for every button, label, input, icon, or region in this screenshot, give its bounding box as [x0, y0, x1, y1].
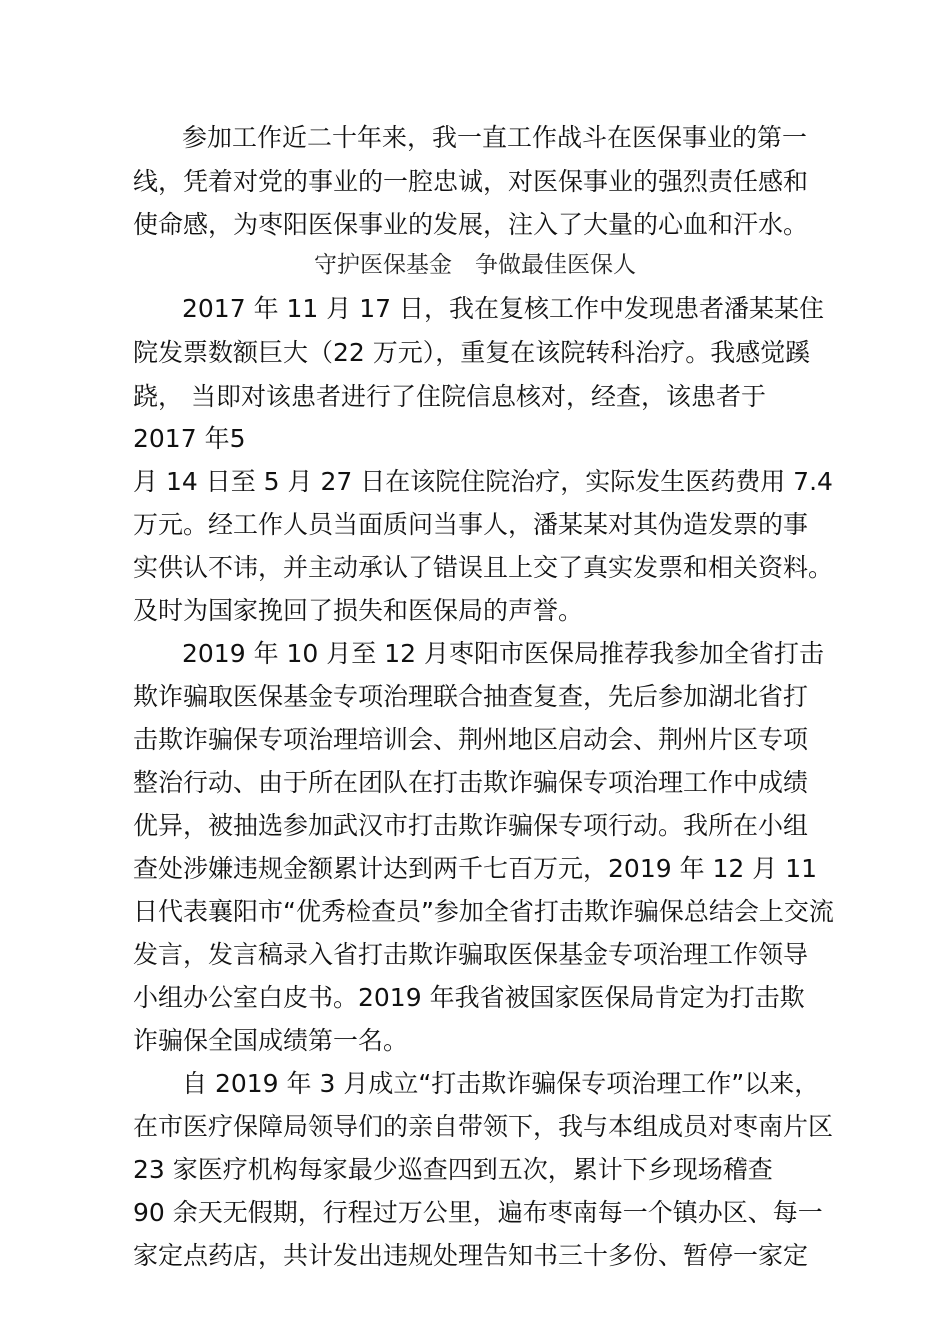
section-subtitle: 守护医保基金 争做最佳医保人 [314, 252, 636, 278]
paragraph-line: 及时为国家挽回了损失和医保局的声誉。 [133, 596, 584, 625]
paragraph-line: 自 2019 年 3 月成立“打击欺诈骗保专项治理工作”以来， [182, 1069, 820, 1098]
paragraph-line: 击欺诈骗保专项治理培训会、荆州地区启动会、荆州片区专项 [133, 725, 809, 754]
paragraph-line: 线，凭着对党的事业的一腔忠诚，对医保事业的强烈责任感和 [133, 167, 809, 196]
paragraph-line: 小组办公室白皮书。2019 年我省被国家医保局肯定为打击欺 [133, 983, 805, 1012]
paragraph-line: 在市医疗保障局领导们的亲自带领下，我与本组成员对枣南片区 [133, 1112, 834, 1141]
paragraph-line: 诈骗保全国成绩第一名。 [133, 1026, 409, 1055]
paragraph-line: 使命感，为枣阳医保事业的发展，注入了大量的心血和汗水。 [133, 210, 809, 239]
paragraph-line: 90 余天无假期，行程过万公里，遍布枣南每一个镇办区、每一 [133, 1198, 823, 1227]
paragraph-line: 院发票数额巨大（22 万元），重复在该院转科治疗。我感觉蹊 [133, 338, 811, 367]
paragraph-line: 整治行动、由于所在团队在打击欺诈骗保专项治理工作中成绩 [133, 768, 809, 797]
paragraph-line: 跷， 当即对该患者进行了住院信息核对，经查，该患者于 [133, 382, 766, 411]
paragraph-line: 查处涉嫌违规金额累计达到两千七百万元，2019 年 12 月 11 [133, 854, 818, 883]
paragraph-line: 欺诈骗取医保基金专项治理联合抽查复查，先后参加湖北省打 [133, 682, 809, 711]
paragraph-line: 2019 年 10 月至 12 月枣阳市医保局推荐我参加全省打击 [182, 639, 824, 668]
paragraph-line: 发言，发言稿录入省打击欺诈骗取医保基金专项治理工作领导 [133, 940, 809, 969]
paragraph-line: 日代表襄阳市“优秀检查员”参加全省打击欺诈骗保总结会上交流 [133, 897, 834, 926]
paragraph-line: 实供认不讳，并主动承认了错误且上交了真实发票和相关资料。 [133, 553, 834, 582]
paragraph-line: 2017 年5 [133, 424, 246, 453]
paragraph-line: 2017 年 11 月 17 日，我在复核工作中发现患者潘某某住 [182, 294, 824, 323]
paragraph-line: 参加工作近二十年来，我一直工作战斗在医保事业的第一 [182, 123, 808, 152]
paragraph-line: 月 14 日至 5 月 27 日在该院住院治疗，实际发生医药费用 7.4 [133, 467, 833, 496]
paragraph-line: 家定点药店，共计发出违规处理告知书三十多份、暂停一家定 [133, 1241, 809, 1270]
paragraph-line: 23 家医疗机构每家最少巡查四到五次，累计下乡现场稽查 [133, 1155, 773, 1184]
paragraph-line: 万元。经工作人员当面质问当事人，潘某某对其伪造发票的事 [133, 510, 809, 539]
paragraph-line: 优异，被抽选参加武汉市打击欺诈骗保专项行动。我所在小组 [133, 811, 809, 840]
